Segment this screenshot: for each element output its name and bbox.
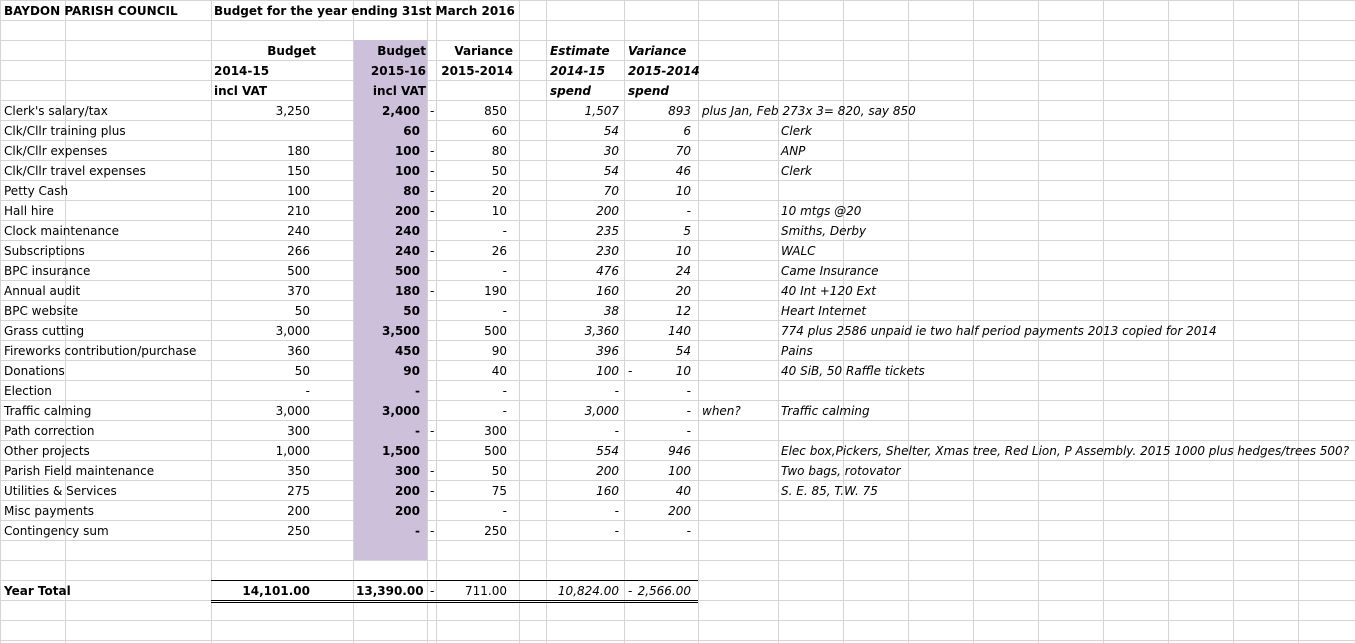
row-estimate[interactable]: 3,000: [584, 404, 619, 418]
row-budget-2015[interactable]: 50: [403, 304, 420, 318]
header-budget-2015-vat[interactable]: incl VAT: [372, 84, 426, 98]
row-note[interactable]: Traffic calming: [781, 404, 870, 418]
row-label[interactable]: Clk/Cllr training plus: [4, 124, 126, 138]
header-variance[interactable]: Variance: [454, 44, 513, 58]
row-budget-2014[interactable]: 200: [287, 504, 310, 518]
row-label[interactable]: Misc payments: [4, 504, 95, 518]
row-variance[interactable]: -: [502, 504, 507, 518]
row-estimate[interactable]: 1,507: [584, 104, 619, 118]
row-variance-sign[interactable]: -: [430, 204, 435, 218]
row-label[interactable]: Utilities & Services: [4, 484, 117, 498]
row-budget-2014[interactable]: 210: [287, 204, 310, 218]
row-variance-sign[interactable]: -: [430, 284, 435, 298]
row-estimate[interactable]: 230: [596, 244, 619, 258]
row-budget-2015[interactable]: 200: [394, 504, 420, 518]
row-variance-spend[interactable]: -: [686, 404, 691, 418]
row-variance[interactable]: -: [502, 304, 507, 318]
row-budget-2015[interactable]: 180: [394, 284, 420, 298]
row-label[interactable]: Election: [4, 384, 52, 398]
row-budget-2015[interactable]: 240: [394, 224, 420, 238]
row-variance[interactable]: 50: [491, 164, 507, 178]
row-variance-spend[interactable]: 10: [675, 364, 691, 378]
total-budget-2014[interactable]: 14,101.00: [242, 584, 310, 598]
row-budget-2014[interactable]: 266: [287, 244, 310, 258]
row-variance[interactable]: 50: [491, 464, 507, 478]
row-estimate[interactable]: 38: [603, 304, 619, 318]
row-budget-2014[interactable]: 100: [287, 184, 310, 198]
header-estimate-spend[interactable]: spend: [550, 84, 592, 98]
header-budget-2015-year[interactable]: 2015-16: [370, 64, 426, 78]
row-variance-sign[interactable]: -: [430, 164, 435, 178]
row-budget-2014[interactable]: 1,000: [275, 444, 310, 458]
row-variance[interactable]: 190: [484, 284, 507, 298]
row-label[interactable]: Donations: [4, 364, 65, 378]
row-variance-spend[interactable]: 24: [675, 264, 691, 278]
row-budget-2015[interactable]: 100: [394, 144, 420, 158]
row-estimate[interactable]: -: [614, 384, 619, 398]
gridline: [436, 0, 437, 643]
row-note[interactable]: Pains: [781, 344, 813, 358]
row-variance-spend[interactable]: 5: [683, 224, 691, 238]
row-note[interactable]: Clerk: [781, 124, 812, 138]
row-budget-2015[interactable]: 200: [394, 484, 420, 498]
gridline: [0, 0, 1, 643]
row-variance-spend[interactable]: 200: [668, 504, 691, 518]
header-variance-spend-label[interactable]: spend: [628, 84, 670, 98]
row-budget-2015[interactable]: -: [415, 424, 420, 438]
row-budget-2015[interactable]: 1,500: [382, 444, 420, 458]
total-variance-spend[interactable]: 2,566.00: [637, 584, 691, 598]
row-variance-spend[interactable]: 54: [675, 344, 691, 358]
row-estimate[interactable]: 100: [596, 364, 619, 378]
row-budget-2014[interactable]: 50: [294, 364, 310, 378]
row-budget-2014[interactable]: -: [305, 384, 310, 398]
row-estimate[interactable]: 200: [596, 204, 619, 218]
header-budget-2014[interactable]: Budget: [267, 44, 316, 58]
row-note-inline[interactable]: plus Jan, Feb 273x 3= 820, say 850: [702, 104, 916, 118]
header-estimate[interactable]: Estimate: [550, 44, 610, 58]
row-budget-2014[interactable]: 3,000: [275, 404, 310, 418]
row-note[interactable]: ANP: [781, 144, 806, 158]
row-estimate[interactable]: 70: [603, 184, 619, 198]
row-label[interactable]: BPC website: [4, 304, 79, 318]
row-estimate[interactable]: -: [614, 504, 619, 518]
row-budget-2015[interactable]: 80: [403, 184, 420, 198]
row-estimate[interactable]: 30: [603, 144, 619, 158]
row-label[interactable]: Hall hire: [4, 204, 54, 218]
council-name[interactable]: BAYDON PARISH COUNCIL: [4, 4, 178, 18]
row-variance[interactable]: 300: [484, 424, 507, 438]
row-note[interactable]: S. E. 85, T.W. 75: [781, 484, 878, 498]
row-budget-2015[interactable]: 300: [394, 464, 420, 478]
row-budget-2015[interactable]: -: [415, 384, 420, 398]
header-budget-2015[interactable]: Budget: [377, 44, 426, 58]
row-variance-sign[interactable]: -: [430, 104, 435, 118]
total-budget-2015[interactable]: 13,390.00: [356, 584, 424, 598]
row-variance-sign[interactable]: -: [430, 484, 435, 498]
gridline: [353, 0, 354, 643]
row-label[interactable]: Grass cutting: [4, 324, 85, 338]
row-variance-spend[interactable]: 100: [668, 464, 691, 478]
header-budget-2014-vat[interactable]: incl VAT: [214, 84, 268, 98]
gridline: [1298, 0, 1299, 643]
row-budget-2014[interactable]: 3,000: [275, 324, 310, 338]
row-variance-spend[interactable]: 46: [675, 164, 691, 178]
row-label[interactable]: Subscriptions: [4, 244, 85, 258]
row-budget-2015[interactable]: 240: [394, 244, 420, 258]
row-label[interactable]: BPC insurance: [4, 264, 91, 278]
row-variance[interactable]: -: [502, 224, 507, 238]
row-estimate[interactable]: 476: [596, 264, 619, 278]
header-variance-spend-years[interactable]: 2015-2014: [628, 64, 700, 78]
row-estimate[interactable]: 235: [596, 224, 619, 238]
row-variance[interactable]: -: [502, 264, 507, 278]
row-note[interactable]: 40 Int +120 Ext: [781, 284, 876, 298]
row-budget-2015[interactable]: 450: [394, 344, 420, 358]
row-label[interactable]: Clerk's salary/tax: [4, 104, 108, 118]
row-variance[interactable]: 90: [491, 344, 507, 358]
row-note-inline[interactable]: when?: [702, 404, 741, 418]
row-budget-2014[interactable]: 240: [287, 224, 310, 238]
row-variance[interactable]: 60: [491, 124, 507, 138]
row-budget-2014[interactable]: 180: [287, 144, 310, 158]
row-budget-2015[interactable]: 200: [394, 204, 420, 218]
row-variance-spend[interactable]: 12: [675, 304, 691, 318]
row-estimate[interactable]: 160: [596, 284, 619, 298]
row-estimate[interactable]: -: [614, 424, 619, 438]
row-variance[interactable]: 500: [484, 324, 507, 338]
row-estimate[interactable]: 160: [596, 484, 619, 498]
sheet-title[interactable]: Budget for the year ending 31st March 2016: [214, 4, 515, 18]
row-label[interactable]: Fireworks contribution/purchase: [4, 344, 197, 358]
row-variance-spend[interactable]: -: [686, 204, 691, 218]
gridline: [624, 0, 625, 643]
total-variance-spend-sign: -: [628, 584, 633, 598]
total-bottom-border-double: [211, 602, 698, 603]
row-variance-spend[interactable]: 140: [668, 324, 691, 338]
row-variance-spend[interactable]: -: [686, 524, 691, 538]
gridline: [211, 0, 212, 643]
row-label[interactable]: Path correction: [4, 424, 95, 438]
row-budget-2014[interactable]: 500: [287, 264, 310, 278]
row-label[interactable]: Clk/Cllr expenses: [4, 144, 108, 158]
header-variance-years[interactable]: 2015-2014: [441, 64, 513, 78]
row-estimate[interactable]: 200: [596, 464, 619, 478]
gridline: [519, 0, 520, 643]
row-variance-spend[interactable]: -: [686, 384, 691, 398]
row-estimate[interactable]: 54: [603, 124, 619, 138]
row-variance[interactable]: -: [502, 384, 507, 398]
row-label[interactable]: Clock maintenance: [4, 224, 120, 238]
row-variance-spend[interactable]: 20: [675, 284, 691, 298]
row-budget-2015[interactable]: 500: [394, 264, 420, 278]
row-variance[interactable]: 20: [491, 184, 507, 198]
row-budget-2014[interactable]: 350: [287, 464, 310, 478]
row-variance-spend[interactable]: 946: [668, 444, 691, 458]
row-estimate[interactable]: 54: [603, 164, 619, 178]
row-note[interactable]: 10 mtgs @20: [781, 204, 862, 218]
row-budget-2015[interactable]: 90: [403, 364, 420, 378]
row-note[interactable]: Clerk: [781, 164, 812, 178]
row-label[interactable]: Clk/Cllr travel expenses: [4, 164, 146, 178]
row-estimate[interactable]: 3,360: [584, 324, 619, 338]
row-note[interactable]: Heart Internet: [781, 304, 867, 318]
row-budget-2015[interactable]: 3,000: [382, 404, 420, 418]
row-variance[interactable]: 500: [484, 444, 507, 458]
gridline: [427, 0, 428, 643]
row-variance-spend[interactable]: 40: [675, 484, 691, 498]
row-label[interactable]: Other projects: [4, 444, 90, 458]
row-variance[interactable]: 75: [491, 484, 507, 498]
row-variance-spend-sign[interactable]: -: [628, 364, 633, 378]
row-variance-spend[interactable]: 6: [683, 124, 691, 138]
row-variance[interactable]: 10: [491, 204, 507, 218]
row-label[interactable]: Contingency sum: [4, 524, 109, 538]
gridline: [546, 0, 547, 643]
row-estimate[interactable]: -: [614, 524, 619, 538]
row-budget-2014[interactable]: 300: [287, 424, 310, 438]
row-budget-2015[interactable]: 2,400: [382, 104, 420, 118]
total-variance[interactable]: 711.00: [465, 584, 507, 598]
header-variance-spend[interactable]: Variance: [628, 44, 687, 58]
row-variance-sign[interactable]: -: [430, 524, 435, 538]
row-variance[interactable]: 250: [484, 524, 507, 538]
row-note[interactable]: Smiths, Derby: [781, 224, 867, 238]
row-budget-2014[interactable]: 50: [294, 304, 310, 318]
row-label[interactable]: Annual audit: [4, 284, 81, 298]
total-variance-sign: -: [430, 584, 435, 598]
row-estimate[interactable]: 554: [596, 444, 619, 458]
row-estimate[interactable]: 396: [596, 344, 619, 358]
row-budget-2014[interactable]: 370: [287, 284, 310, 298]
row-budget-2015[interactable]: 3,500: [382, 324, 420, 338]
row-note[interactable]: WALC: [781, 244, 816, 258]
row-label[interactable]: Traffic calming: [4, 404, 92, 418]
row-budget-2014[interactable]: 250: [287, 524, 310, 538]
row-note[interactable]: 774 plus 2586 unpaid ie two half period payments 2013 copied for 2014: [781, 324, 1217, 338]
row-label[interactable]: Petty Cash: [4, 184, 69, 198]
row-budget-2014[interactable]: 360: [287, 344, 310, 358]
row-note[interactable]: Elec box,Pickers, Shelter, Xmas tree, Red Lion, P Assembly. 2015 1000 plus hedges/trees 500?: [781, 444, 1350, 458]
row-label[interactable]: Parish Field maintenance: [4, 464, 155, 478]
row-budget-2014[interactable]: [214, 121, 310, 141]
row-note[interactable]: Came Insurance: [781, 264, 879, 278]
row-note[interactable]: 40 SiB, 50 Raffle tickets: [781, 364, 925, 378]
row-variance-sign[interactable]: -: [430, 244, 435, 258]
gridline: [698, 0, 699, 643]
row-variance-sign[interactable]: -: [430, 424, 435, 438]
row-note[interactable]: Two bags, rotovator: [781, 464, 901, 478]
row-budget-2014[interactable]: 275: [287, 484, 310, 498]
row-variance-spend[interactable]: 10: [675, 184, 691, 198]
header-estimate-year[interactable]: 2014-15: [550, 64, 606, 78]
row-variance-spend[interactable]: -: [686, 424, 691, 438]
row-variance-spend[interactable]: 70: [675, 144, 691, 158]
row-budget-2014[interactable]: 150: [287, 164, 310, 178]
row-budget-2015[interactable]: 100: [394, 164, 420, 178]
row-budget-2015[interactable]: 60: [403, 124, 420, 138]
row-variance[interactable]: 26: [491, 244, 507, 258]
row-variance-sign[interactable]: -: [430, 144, 435, 158]
row-variance-spend[interactable]: 10: [675, 244, 691, 258]
gridline: [778, 0, 779, 643]
row-variance-sign[interactable]: -: [430, 184, 435, 198]
header-budget-2014-year[interactable]: 2014-15: [214, 64, 270, 78]
row-variance-sign[interactable]: -: [430, 464, 435, 478]
row-budget-2014[interactable]: 3,250: [275, 104, 310, 118]
total-estimate[interactable]: 10,824.00: [557, 584, 619, 598]
total-label[interactable]: Year Total: [4, 584, 71, 598]
row-variance[interactable]: 80: [491, 144, 507, 158]
row-budget-2015[interactable]: -: [415, 524, 420, 538]
row-variance-spend[interactable]: 893: [668, 104, 691, 118]
row-variance[interactable]: 40: [491, 364, 507, 378]
gridline: [1233, 0, 1234, 643]
row-variance[interactable]: -: [502, 404, 507, 418]
row-variance[interactable]: 850: [484, 104, 507, 118]
